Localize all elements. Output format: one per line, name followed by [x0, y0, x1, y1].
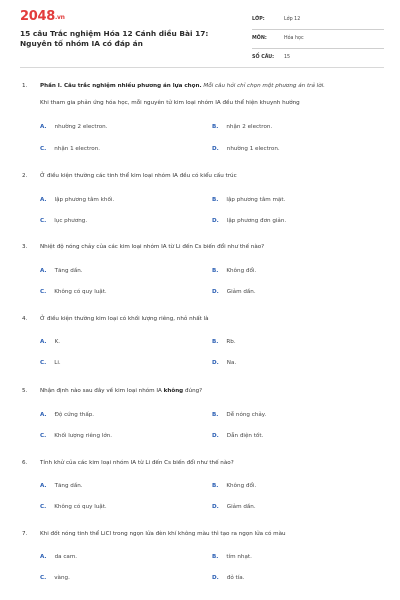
question-number: 5.: [22, 388, 28, 394]
question-text: Khi đốt nóng tinh thể LiCl trong ngọn lửa đèn khí không màu thì tạo ra ngọn lửa có màu: [40, 531, 286, 537]
option-text: K.: [54, 339, 61, 345]
option-d[interactable]: [212, 146, 280, 152]
question-number: 7.: [22, 531, 28, 537]
question-text: [40, 388, 385, 395]
option-letter: C.: [40, 575, 47, 581]
option-d[interactable]: [212, 433, 263, 439]
option-letter: A.: [40, 412, 47, 418]
option-b[interactable]: [212, 554, 252, 560]
option-letter: A.: [40, 197, 47, 203]
option-text: Không đổi.: [226, 483, 257, 489]
meta-label: SỐ CÂU:: [252, 55, 275, 60]
option-letter: C.: [40, 289, 47, 295]
question-text: Ở điều kiện thường các tinh thể kim loại nhóm IA đều có kiểu cấu trúc: [40, 173, 237, 179]
option-letter: B.: [212, 197, 219, 203]
option-letter: A.: [40, 268, 47, 274]
option-text: tím nhạt.: [226, 554, 252, 560]
option-d[interactable]: [212, 218, 286, 224]
option-letter: D.: [212, 289, 219, 295]
page-title: 15 câu Trắc nghiệm Hóa 12 Cánh diều Bài 17: Nguyên tố nhóm IA có đáp án: [20, 29, 209, 48]
option-letter: B.: [212, 339, 219, 345]
option-a[interactable]: [40, 124, 107, 130]
question-text-part: đúng?: [183, 388, 203, 394]
option-text: lập phương tâm khối.: [54, 197, 115, 203]
option-letter: C.: [40, 146, 47, 152]
question-text-emphasis: không: [163, 388, 184, 394]
option-letter: C.: [40, 360, 47, 366]
option-letter: B.: [212, 124, 219, 130]
option-c[interactable]: [40, 504, 107, 510]
option-text: đỏ tía.: [226, 575, 245, 581]
option-b[interactable]: [212, 412, 266, 418]
option-letter: D.: [212, 360, 219, 366]
question-text: Tính khử của các kim loại nhóm IA từ Li đến Cs biến đổi như thế nào?: [40, 460, 234, 466]
option-text: Độ cứng thấp.: [54, 412, 95, 418]
option-text: nhận 1 electron.: [54, 146, 101, 152]
option-text: nhận 2 electron.: [226, 124, 273, 130]
option-letter: A.: [40, 124, 47, 130]
section-heading: [40, 83, 385, 90]
option-b[interactable]: [212, 268, 256, 274]
meta-label: LỚP:: [252, 17, 265, 22]
option-letter: B.: [212, 268, 219, 274]
question-text: Khi tham gia phản ứng hóa học, mỗi nguyên tử kim loại nhóm IA đều thể hiện khuynh hướng: [40, 100, 300, 106]
option-c[interactable]: [40, 433, 112, 439]
option-text: Dễ nóng chảy.: [226, 412, 267, 418]
option-text: Na.: [226, 360, 237, 366]
option-c[interactable]: [40, 146, 100, 152]
option-b[interactable]: [212, 197, 285, 203]
option-text: Không có quy luật.: [54, 504, 107, 510]
option-c[interactable]: [40, 360, 61, 366]
option-a[interactable]: [40, 268, 83, 274]
question-text-part: Nhận định nào sau đây về kim loại nhóm IA: [40, 388, 164, 394]
option-text: nhường 2 electron.: [54, 124, 108, 130]
header-divider: [20, 67, 384, 68]
option-text: da cam.: [54, 554, 78, 560]
option-a[interactable]: [40, 554, 77, 560]
option-c[interactable]: [40, 575, 70, 581]
option-text: Li.: [54, 360, 61, 366]
option-text: Rb.: [226, 339, 236, 345]
option-b[interactable]: [212, 124, 272, 130]
logo-text: 2048: [20, 9, 55, 24]
question-number: 6.: [22, 460, 28, 466]
question-text: Ở điều kiện thường kim loại có khối lượng riêng, nhỏ nhất là: [40, 316, 209, 322]
option-letter: D.: [212, 146, 219, 152]
option-text: vàng.: [54, 575, 70, 581]
section-heading-bold: Phần I. Câu trắc nghiệm nhiều phương án lựa chọn.: [40, 83, 202, 89]
site-logo[interactable]: [20, 9, 65, 24]
option-a[interactable]: [40, 483, 83, 489]
section-heading-italic: Mỗi câu hỏi chỉ chọn một phương án trả lời.: [203, 83, 325, 89]
option-letter: D.: [212, 504, 219, 510]
meta-label: MÔN:: [252, 36, 267, 41]
option-letter: D.: [212, 433, 219, 439]
option-c[interactable]: [40, 289, 107, 295]
meta-value: 15: [284, 55, 291, 60]
option-letter: D.: [212, 218, 219, 224]
option-d[interactable]: [212, 289, 256, 295]
logo-suffix: .vn: [54, 14, 65, 21]
question-number: 3.: [22, 244, 28, 250]
meta-row-subject: [252, 33, 384, 49]
meta-row-count: [252, 52, 384, 68]
option-letter: A.: [40, 339, 47, 345]
option-text: Tăng dần.: [54, 483, 83, 489]
option-letter: B.: [212, 412, 219, 418]
option-letter: C.: [40, 504, 47, 510]
option-text: lập phương tâm mặt.: [226, 197, 286, 203]
option-b[interactable]: [212, 339, 236, 345]
option-d[interactable]: [212, 360, 236, 366]
option-text: nhường 1 electron.: [226, 146, 280, 152]
option-a[interactable]: [40, 412, 94, 418]
option-a[interactable]: [40, 197, 114, 203]
option-text: Dẫn điện tốt.: [226, 433, 264, 439]
question-number: 1.: [22, 83, 28, 89]
meta-info: [252, 14, 384, 71]
header: [0, 0, 400, 66]
option-letter: B.: [212, 554, 219, 560]
option-c[interactable]: [40, 218, 87, 224]
option-text: Giảm dần.: [226, 289, 256, 295]
option-letter: A.: [40, 483, 47, 489]
option-letter: D.: [212, 575, 219, 581]
option-d[interactable]: [212, 575, 245, 581]
meta-value: Hóa học: [284, 36, 304, 41]
option-text: lục phương.: [54, 218, 88, 224]
option-text: lập phương đơn giản.: [226, 218, 287, 224]
meta-value: Lớp 12: [284, 17, 301, 22]
option-letter: C.: [40, 218, 47, 224]
option-d[interactable]: [212, 504, 256, 510]
question-text: Nhiệt độ nóng chảy của các kim loại nhóm IA từ Li đến Cs biến đổi như thế nào?: [40, 244, 265, 250]
question-number: 2.: [22, 173, 28, 179]
option-text: Khối lượng riêng lớn.: [54, 433, 113, 439]
option-text: Không đổi.: [226, 268, 257, 274]
option-text: Tăng dần.: [54, 268, 83, 274]
option-text: Giảm dần.: [226, 504, 256, 510]
option-letter: A.: [40, 554, 47, 560]
option-a[interactable]: [40, 339, 60, 345]
option-letter: C.: [40, 433, 47, 439]
option-text: Không có quy luật.: [54, 289, 107, 295]
question-number: 4.: [22, 316, 28, 322]
option-letter: B.: [212, 483, 219, 489]
meta-row-class: [252, 14, 384, 30]
option-b[interactable]: [212, 483, 256, 489]
